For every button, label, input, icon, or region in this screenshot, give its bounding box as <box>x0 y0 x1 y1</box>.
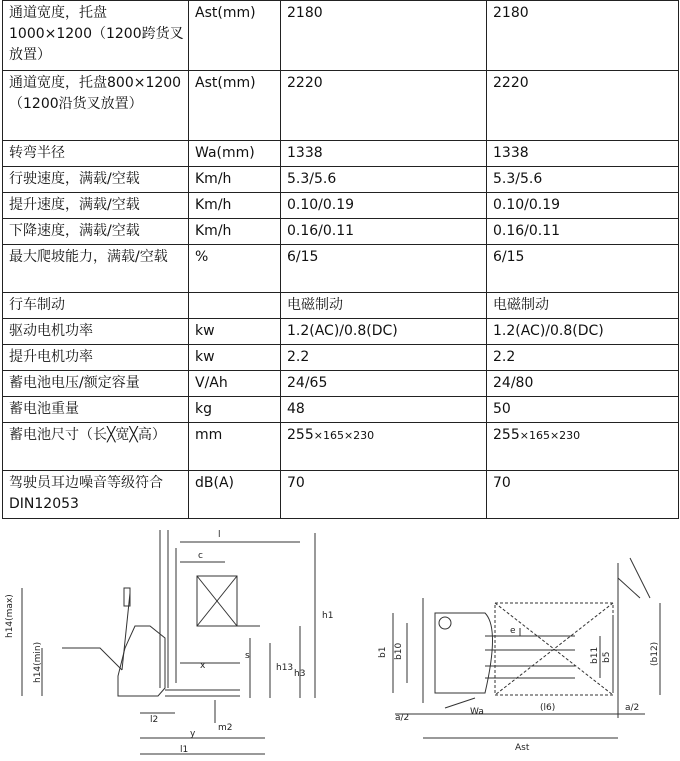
dim-label-c: c <box>198 551 203 561</box>
dim-label-s: s <box>245 651 250 661</box>
value-cell: 70 <box>281 471 487 519</box>
value-cell: 2180 <box>281 1 487 71</box>
value-cell: 2.2 <box>281 345 487 371</box>
value-cell: 0.10/0.19 <box>281 193 487 219</box>
dim-label-y: y <box>190 729 196 739</box>
table-row <box>3 319 679 345</box>
value-cell: 1.2(AC)/0.8(DC) <box>487 319 679 345</box>
unit-cell: Km/h <box>189 193 281 219</box>
value-cell: 24/65 <box>281 371 487 397</box>
value-cell: 电磁制动 <box>487 293 679 319</box>
dim-label-b10: b10 <box>394 642 404 660</box>
param-cell: 驾驶员耳边噪音等级符合DIN12053 <box>3 471 189 519</box>
dim-label-ast: Ast <box>515 743 530 753</box>
value-cell: 5.3/5.6 <box>281 167 487 193</box>
table-row <box>3 345 679 371</box>
unit-cell: Km/h <box>189 167 281 193</box>
unit-cell: kw <box>189 345 281 371</box>
param-cell: 下降速度，满载/空载 <box>3 219 189 245</box>
dim-label-l2: l2 <box>150 715 159 725</box>
unit-cell: kg <box>189 397 281 423</box>
unit-cell: Ast(mm) <box>189 71 281 141</box>
value-cell: 0.16/0.11 <box>487 219 679 245</box>
value-cell: 0.10/0.19 <box>487 193 679 219</box>
table-row <box>3 141 679 167</box>
param-cell: 蓄电池电压/额定容量 <box>3 371 189 397</box>
table-row <box>3 293 679 319</box>
value-cell: 1338 <box>487 141 679 167</box>
dim-label-h14-min: h14(min) <box>33 641 43 683</box>
value-cell: 6/15 <box>487 245 679 293</box>
value-cell <box>487 423 679 471</box>
dim-label-b5: b5 <box>602 651 612 663</box>
dim-label-h3: h3 <box>294 669 306 679</box>
value-cell: 2180 <box>487 1 679 71</box>
value-cell: 2220 <box>281 71 487 141</box>
param-cell: 提升速度，满载/空载 <box>3 193 189 219</box>
unit-cell: kw <box>189 319 281 345</box>
value-cell: 1338 <box>281 141 487 167</box>
dim-label-a2-left: a/2 <box>395 713 410 723</box>
table-row <box>3 1 679 71</box>
table-row <box>3 167 679 193</box>
unit-cell: Wa(mm) <box>189 141 281 167</box>
value-cell: 电磁制动 <box>281 293 487 319</box>
value-cell: 6/15 <box>281 245 487 293</box>
table-row <box>3 193 679 219</box>
dim-label-l6: (l6) <box>540 703 556 713</box>
dim-label-b11: b11 <box>590 646 600 664</box>
value-cell <box>281 423 487 471</box>
value-cell: 5.3/5.6 <box>487 167 679 193</box>
table-row <box>3 471 679 519</box>
unit-cell: Km/h <box>189 219 281 245</box>
unit-cell: V/Ah <box>189 371 281 397</box>
param-cell: 蓄电池尺寸（长╳宽╳高） <box>3 423 189 471</box>
dim-label-b12: (b12) <box>650 641 660 666</box>
dimension-drawings <box>0 518 680 761</box>
value-cell: 70 <box>487 471 679 519</box>
dim-label-m2: m2 <box>218 723 233 733</box>
unit-cell: Ast(mm) <box>189 1 281 71</box>
value-cell: 1.2(AC)/0.8(DC) <box>281 319 487 345</box>
table-row <box>3 371 679 397</box>
dim-label-wa: Wa <box>470 707 484 717</box>
param-cell: 通道宽度，托盘800×1200（1200沿货叉放置） <box>3 71 189 141</box>
unit-cell: dB(A) <box>189 471 281 519</box>
table-row <box>3 397 679 423</box>
dim-label-a2-right: a/2 <box>625 703 640 713</box>
param-cell: 蓄电池重量 <box>3 397 189 423</box>
battery-length: 255 <box>287 427 314 443</box>
dim-label-l1: l1 <box>180 745 189 755</box>
top-view-drawing <box>375 518 675 761</box>
value-cell: 2220 <box>487 71 679 141</box>
param-cell: 转弯半径 <box>3 141 189 167</box>
table-row <box>3 423 679 471</box>
dim-label-h13: h13 <box>276 663 294 673</box>
value-cell: 2.2 <box>487 345 679 371</box>
dim-label-x: x <box>200 661 206 671</box>
dim-label-b1: b1 <box>378 646 388 658</box>
table-row <box>3 245 679 293</box>
dim-label-h14-max: h14(max) <box>5 594 15 638</box>
unit-cell: mm <box>189 423 281 471</box>
dim-label-h1: h1 <box>322 611 334 621</box>
param-cell: 行车制动 <box>3 293 189 319</box>
battery-length: 255 <box>493 427 520 443</box>
param-cell: 行驶速度，满载/空载 <box>3 167 189 193</box>
param-cell: 通道宽度，托盘1000×1200（1200跨货叉放置） <box>3 1 189 71</box>
param-cell: 最大爬坡能力，满载/空载 <box>3 245 189 293</box>
value-cell: 24/80 <box>487 371 679 397</box>
value-cell: 48 <box>281 397 487 423</box>
spec-table <box>2 0 679 519</box>
param-cell: 提升电机功率 <box>3 345 189 371</box>
value-cell: 50 <box>487 397 679 423</box>
unit-cell: % <box>189 245 281 293</box>
value-cell: 0.16/0.11 <box>281 219 487 245</box>
side-view-drawing <box>0 518 340 761</box>
battery-width-height: ×165×230 <box>519 429 581 442</box>
param-cell: 驱动电机功率 <box>3 319 189 345</box>
table-row <box>3 71 679 141</box>
table-row <box>3 219 679 245</box>
dim-label-l: l <box>218 530 221 540</box>
unit-cell <box>189 293 281 319</box>
battery-width-height: ×165×230 <box>313 429 375 442</box>
dim-label-e: e <box>510 626 516 636</box>
